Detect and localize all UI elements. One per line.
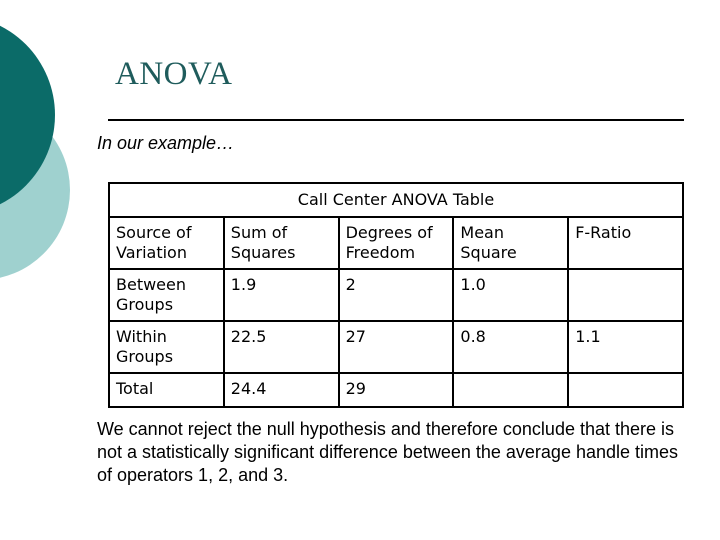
header-cell: Mean Square [453,217,568,269]
table-cell: 22.5 [224,321,339,373]
table-cell [453,373,568,407]
table-cell [568,373,683,407]
table-row [109,321,683,373]
table-row [109,217,683,269]
table-cell: Between Groups [109,269,224,321]
table-cell: 1.9 [224,269,339,321]
decorative-circles [0,0,80,300]
table-cell: Total [109,373,224,407]
table-row [109,373,683,407]
table-cell: 2 [339,269,454,321]
table-row [109,269,683,321]
table-cell [568,269,683,321]
table-cell: 29 [339,373,454,407]
title-divider [108,119,684,121]
intro-text: In our example… [97,133,235,153]
header-cell: F-Ratio [568,217,683,269]
slide-title: ANOVA [115,56,233,92]
header-cell: Sum of Squares [224,217,339,269]
table-cell: 1.0 [453,269,568,321]
table-cell: Within Groups [109,321,224,373]
table-cell: 0.8 [453,321,568,373]
table-cell: 27 [339,321,454,373]
table-cell: 24.4 [224,373,339,407]
table-cell: 1.1 [568,321,683,373]
table-caption: Call Center ANOVA Table [108,182,684,216]
conclusion-text: We cannot reject the null hypothesis and therefore conclude that there is not a statistically significant difference between the average handle times of operators 1, 2, and 3. [97,419,679,485]
header-cell: Degrees of Freedom [339,217,454,269]
header-cell: Source of Variation [109,217,224,269]
anova-table [108,182,684,408]
